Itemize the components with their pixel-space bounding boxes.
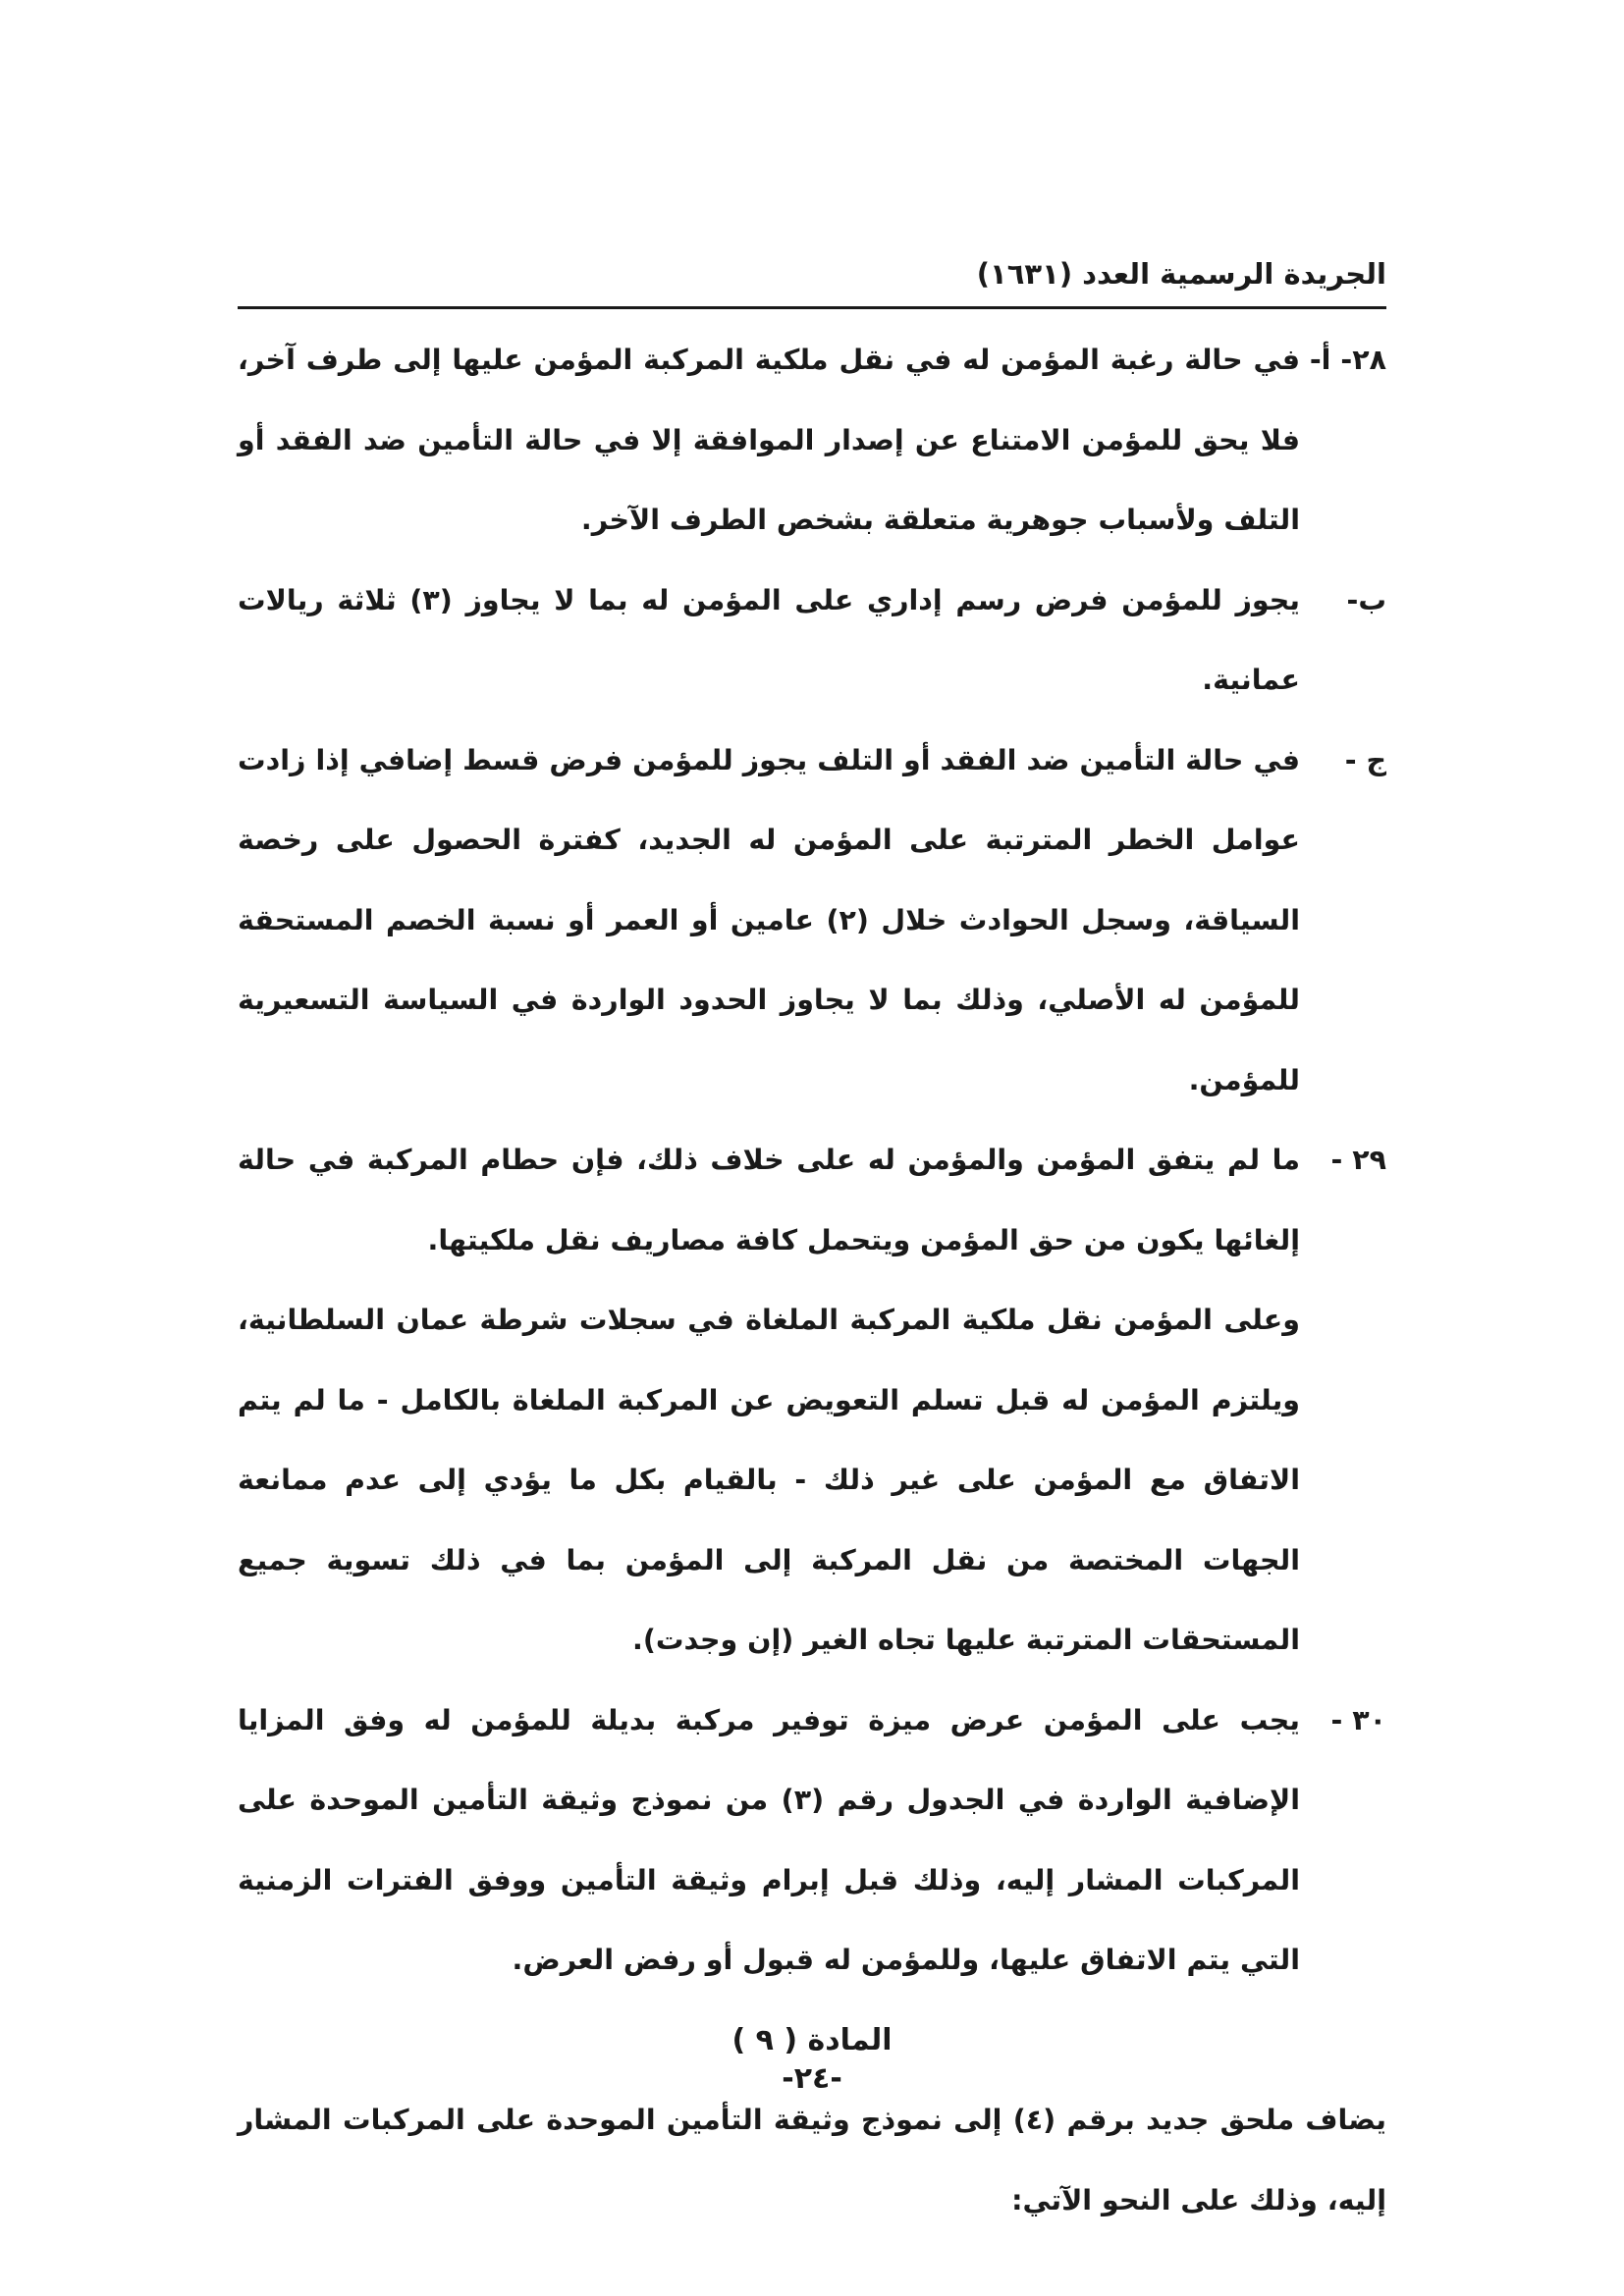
clause-28a bbox=[238, 320, 1386, 561]
gazette-header-title: الجريدة الرسمية العدد (١٦٣١) bbox=[976, 257, 1386, 291]
clause-29-continuation bbox=[238, 1280, 1386, 1681]
clause-number: ٣٠ - bbox=[1330, 1703, 1386, 1736]
clause-text: يجوز للمؤمن فرض رسم إداري على المؤمن له بما لا يجاوز (٣) ثلاثة ريالات عمانية. bbox=[238, 583, 1300, 696]
page-number: -٢٤- bbox=[782, 2061, 842, 2096]
article-heading: المادة ( ٩ ) bbox=[731, 2022, 893, 2057]
clause-text: في حالة التأمين ضد الفقد أو التلف يجوز للمؤمن فرض قسط إضافي إذا زادت عوامل الخطر المترتبة على المؤمن له الجديد، كفترة الحصول على رخصة السياقة، وسجل الحوادث خلال (٢) عامين أو العمر أو نسبة الخصم المستحقة للمؤمن له الأصلي، وذلك بما لا يجاوز الحدود الواردة في السياسة التسعيرية للمؤمن. bbox=[238, 743, 1300, 1096]
clause-text: في حالة رغبة المؤمن له في نقل ملكية المركبة المؤمن عليها إلى طرف آخر، فلا يحق للمؤمن الامتناع عن إصدار الموافقة إلا في حالة التأمين ضد الفقد أو التلف ولأسباب جوهرية متعلقة بشخص الطرف الآخر. bbox=[238, 344, 1300, 536]
clause-28c bbox=[238, 721, 1386, 1121]
clause-30 bbox=[238, 1681, 1386, 2001]
clause-number: ب- bbox=[1346, 583, 1386, 616]
article-text: يضاف ملحق جديد برقم (٤) إلى نموذج وثيقة التأمين الموحدة على المركبات المشار إليه، وذلك على النحو الآتي: bbox=[238, 2104, 1386, 2216]
header-divider bbox=[238, 306, 1386, 309]
clause-number: ٢٩ - bbox=[1330, 1144, 1386, 1176]
document-body bbox=[238, 320, 1386, 2240]
page-header bbox=[238, 257, 1386, 308]
clause-28b bbox=[238, 561, 1386, 721]
clause-text: ما لم يتفق المؤمن والمؤمن له على خلاف ذلك، فإن حطام المركبة في حالة إلغائها يكون من حق المؤمن ويتحمل كافة مصاريف نقل ملكيتها. bbox=[238, 1144, 1300, 1256]
clause-29 bbox=[238, 1120, 1386, 1280]
clause-number: ج - bbox=[1344, 743, 1386, 776]
clause-text: يجب على المؤمن عرض ميزة توفير مركبة بديلة للمؤمن له وفق المزايا الإضافية الواردة في الجدول رقم (٣) من نموذج وثيقة التأمين الموحدة على المركبات المشار إليه، وذلك قبل إبرام وثيقة التأمين ووفق الفترات الزمنية التي يتم الاتفاق عليها، وللمؤمن له قبول أو رفض العرض. bbox=[238, 1703, 1300, 1976]
clause-text: وعلى المؤمن نقل ملكية المركبة الملغاة في سجلات شرطة عمان السلطانية، ويلتزم المؤمن له قبل تسلم التعويض عن المركبة الملغاة بالكامل - ما لم يتم الاتفاق مع المؤمن على غير ذلك - بالقيام بكل ما يؤدي إلى عدم ممانعة الجهات المختصة من نقل المركبة إلى المؤمن بما في ذلك تسوية جميع المستحقات المترتبة عليها تجاه الغير (إن وجدت). bbox=[238, 1304, 1300, 1656]
clause-number: ٢٨- أ- bbox=[1309, 344, 1386, 376]
